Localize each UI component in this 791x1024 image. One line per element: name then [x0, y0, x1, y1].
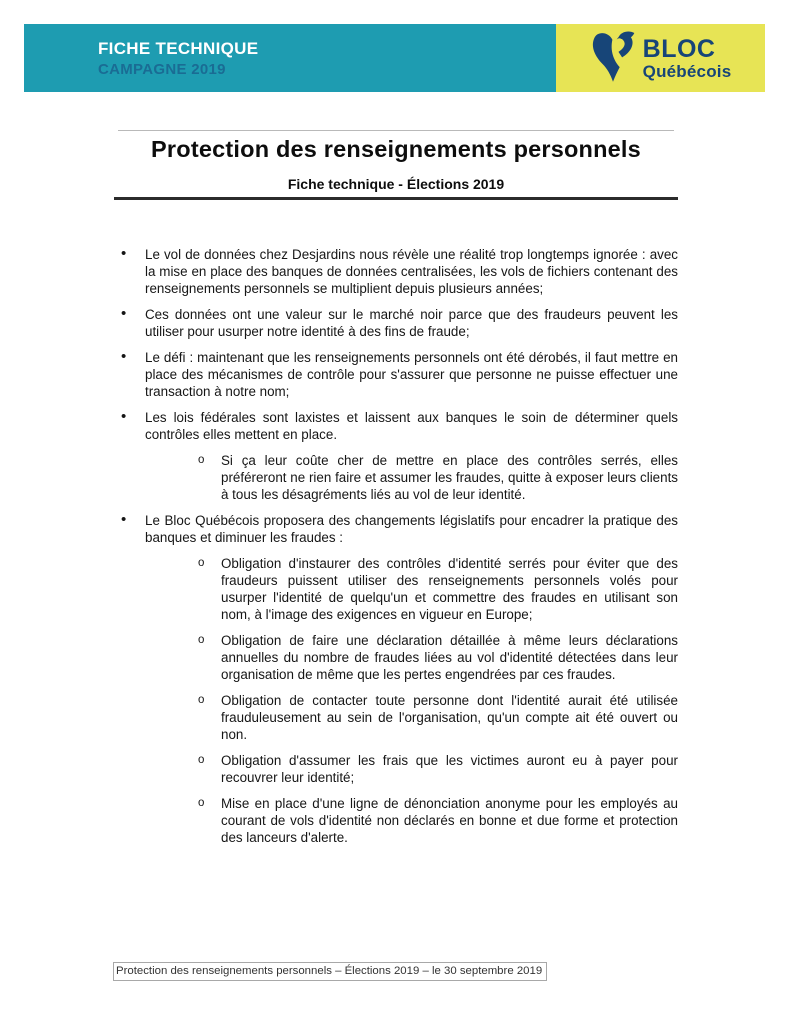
sub-bullet-list [145, 452, 678, 503]
footer-text: Protection des renseignements personnels – Élections 2019 – le 30 septembre 2019 [116, 965, 543, 977]
sub-bullet-text: Si ça leur coûte cher de mettre en place des contrôles serrés, elles préféreront ne rien faire et assumer les fraudes, quitte à exposer leurs clients à tous les désagréments liés au vol de leur identité. [221, 452, 678, 502]
sub-bullet-text: Obligation d'assumer les frais que les victimes auront eu à payer pour recouvrer leur identité; [221, 752, 678, 785]
logo-wordmark-quebecois: Québécois [642, 61, 732, 81]
bullet-text: Le défi : maintenant que les renseignements personnels ont été dérobés, il faut mettre en place des mécanismes de contrôle pour s'assurer que personne ne puisse effectuer une transaction à notre nom; [145, 349, 678, 399]
header-band-teal [24, 24, 556, 92]
bullet-list [114, 246, 678, 846]
bloc-quebecois-heart-logo-icon [590, 30, 636, 86]
bullet-text: Les lois fédérales sont laxistes et laissent aux banques le soin de déterminer quels contrôles elles mettent en place. [145, 409, 678, 442]
page-subtitle: Fiche technique - Élections 2019 [287, 176, 505, 193]
bullet-text: Le Bloc Québécois proposera des changements législatifs pour encadrer la pratique des banques et diminuer les fraudes : [145, 512, 678, 545]
logo-wordmark-bloc: BLOC [642, 34, 716, 63]
bullet-item-4 [114, 409, 678, 503]
sub-bullet-item [145, 632, 678, 683]
bullet-item-3 [114, 349, 678, 400]
title-top-rule [118, 130, 674, 131]
sub-bullet-text: Obligation de faire une déclaration détaillée à même leurs déclarations annuelles du nombre de fraudes liées au vol d'identité détectées dans leur organisation de même que les pertes engendrées par ces fraudes. [221, 632, 678, 682]
sub-bullet-item [145, 692, 678, 743]
sub-bullet-text: Obligation de contacter toute personne dont l'identité aurait été utilisée frauduleusement au sein de l'organisation, qu'un compte ait été ouvert ou non. [221, 692, 678, 742]
sub-bullet-text: Obligation d'instaurer des contrôles d'identité serrés pour éviter que des fraudeurs puissent utiliser des renseignements personnels volés pour usurper l'identité de quelqu'un et commettre des fraudes en utilisant son nom, à l'image des exigences en vigueur en Europe; [221, 555, 678, 622]
bullet-text: Ces données ont une valeur sur le marché noir parce que des fraudeurs peuvent les utiliser pour usurper notre identité à des fins de fraude; [145, 306, 678, 339]
sub-bullet-item [145, 795, 678, 846]
header-logo-area [556, 24, 765, 92]
bullet-item-2 [114, 306, 678, 340]
sub-bullet-item [145, 752, 678, 786]
bullet-text: Le vol de données chez Desjardins nous révèle une réalité trop longtemps ignorée : avec la mise en place des banques de données centralisées, les vols de fichiers contenant des renseignements personnels se multiplient depuis plusieurs années; [145, 246, 678, 296]
page-title: Protection des renseignements personnels [151, 136, 641, 162]
document-content [114, 130, 678, 855]
sub-bullet-item [145, 452, 678, 503]
sub-bullet-list [145, 555, 678, 846]
logo-wordmark [642, 34, 732, 81]
subtitle-rule [114, 197, 678, 200]
page-footer [113, 962, 547, 981]
header-band [24, 24, 765, 92]
sub-bullet-text: Mise en place d'une ligne de dénonciation anonyme pour les employés au courant de vols d'identité non déclarés en bonne et due forme et protection des lanceurs d'alerte. [221, 795, 678, 845]
sub-bullet-item [145, 555, 678, 623]
bullet-item-5 [114, 512, 678, 846]
band-title: FICHE TECHNIQUE [98, 38, 259, 58]
bullet-item-1 [114, 246, 678, 297]
band-subtitle: CAMPAGNE 2019 [98, 60, 226, 78]
